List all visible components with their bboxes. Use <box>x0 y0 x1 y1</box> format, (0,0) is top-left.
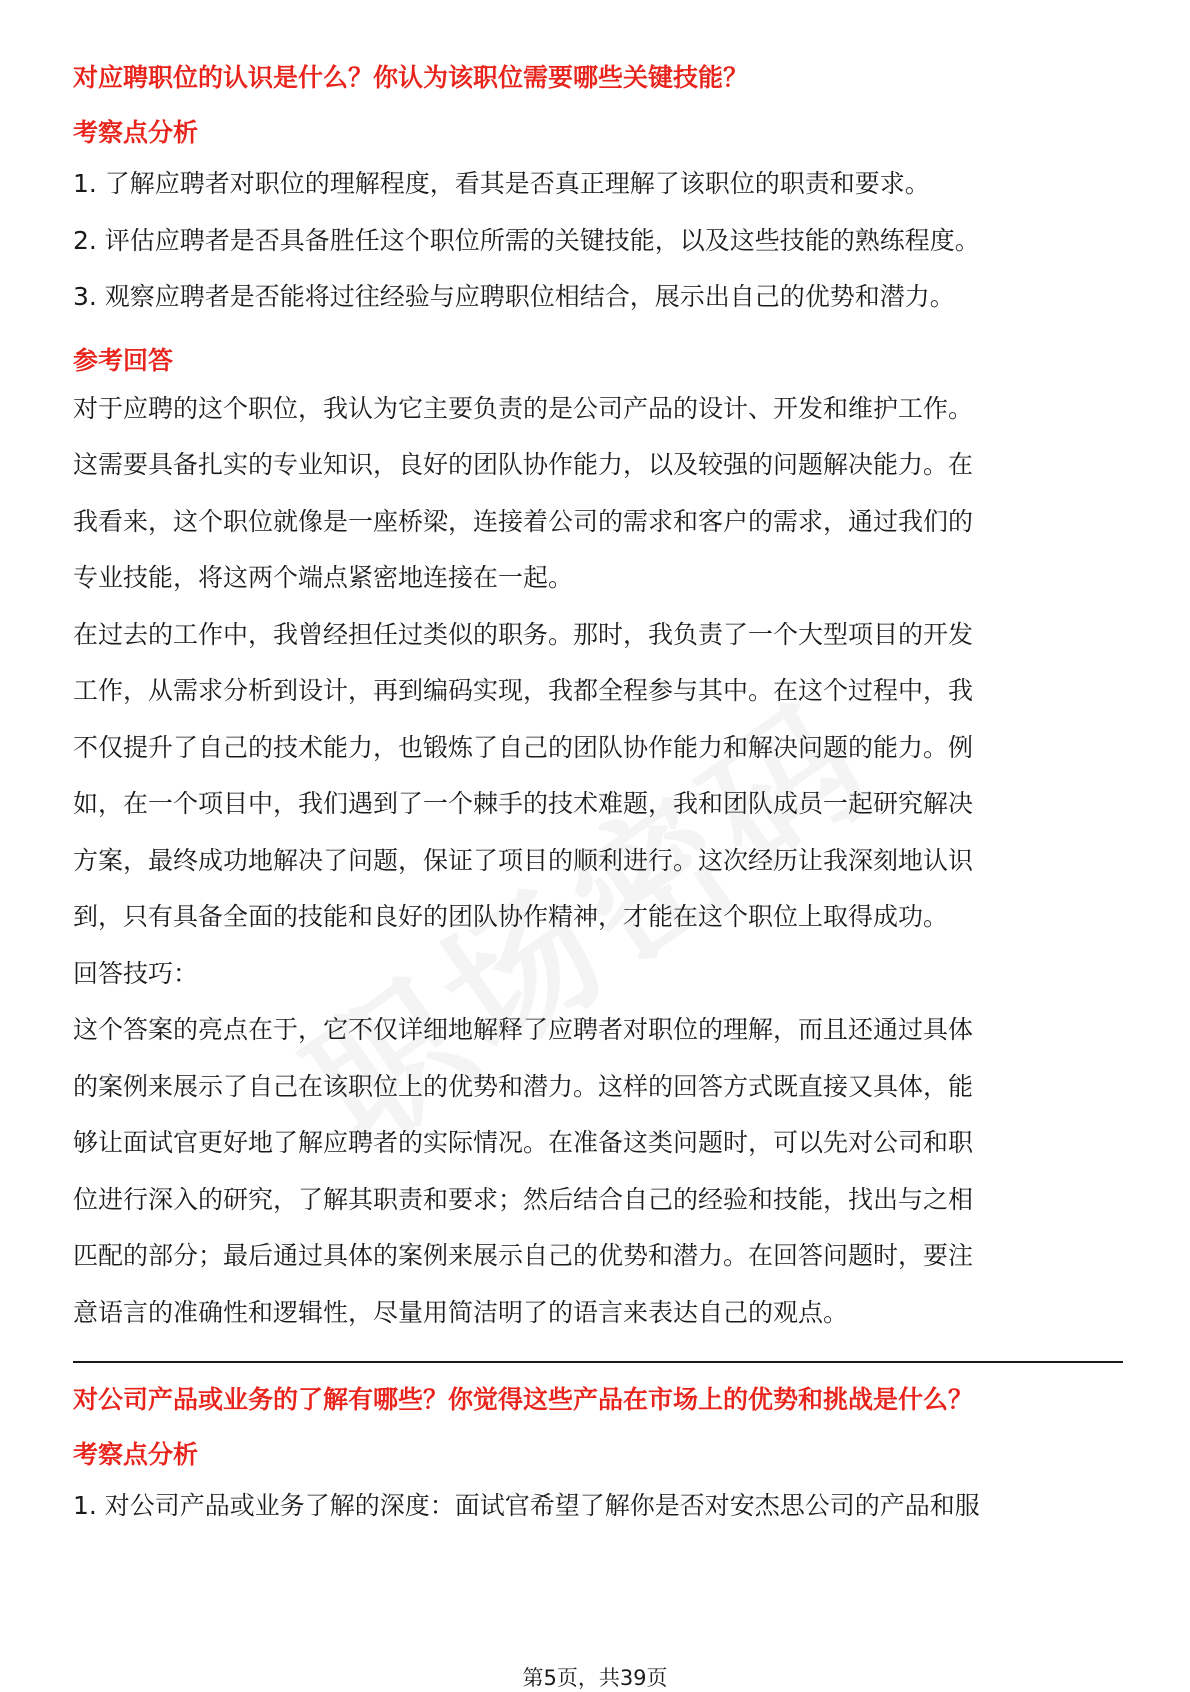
answer-line: 我看来，这个职位就像是一座桥梁，连接着公司的需求和客户的需求，通过我们的 <box>73 506 974 536</box>
answer-line: 对于应聘的这个职位，我认为它主要负责的是公司产品的设计、开发和维护工作。 <box>73 393 974 423</box>
answer-line: 够让面试官更好地了解应聘者的实际情况。在准备这类问题时，可以先对公司和职 <box>73 1128 974 1157</box>
answer-line: 匹配的部分；最后通过具体的案例来展示自己的优势和潜力。在回答问题时，要注 <box>73 1241 974 1270</box>
answer-line: 的案例来展示了自己在该职位上的优势和潜力。这样的回答方式既直接又具体，能 <box>73 1071 974 1101</box>
q2-analysis-heading: 考察点分析 <box>73 1440 199 1469</box>
q1-point-2: 2. 评估应聘者是否具备胜任这个职位所需的关键技能，以及这些技能的熟练程度。 <box>73 225 980 255</box>
q1-answer-heading: 参考回答 <box>73 345 174 375</box>
q2-point-1: 1. 对公司产品或业务了解的深度：面试官希望了解你是否对安杰思公司的产品和服 <box>73 1491 980 1520</box>
answer-line: 到，只有具备全面的技能和良好的团队协作精神，才能在这个职位上取得成功。 <box>73 902 949 931</box>
answer-line: 位进行深入的研究，了解其职责和要求；然后结合自己的经验和技能，找出与之相 <box>73 1184 974 1214</box>
answer-line: 意语言的准确性和逻辑性，尽量用简洁明了的语言来表达自己的观点。 <box>73 1297 849 1327</box>
q1-point-3: 3. 观察应聘者是否能将过往经验与应聘职位相结合，展示出自己的优势和潜力。 <box>73 282 955 311</box>
question-1-title: 对应聘职位的认识是什么？你认为该职位需要哪些关键技能？ <box>73 63 749 92</box>
section-divider <box>73 1361 1123 1363</box>
answer-line: 如，在一个项目中，我们遇到了一个棘手的技术难题，我和团队成员一起研究解决 <box>73 789 974 818</box>
answer-line: 工作，从需求分析到设计，再到编码实现，我都全程参与其中。在这个过程中，我 <box>73 676 974 705</box>
page-content <box>73 58 1123 1535</box>
question-2-title: 对公司产品或业务的了解有哪些？你觉得这些产品在市场上的优势和挑战是什么？ <box>73 1385 974 1414</box>
q1-answer-body <box>73 381 1123 1342</box>
answer-line: 这需要具备扎实的专业知识，良好的团队协作能力，以及较强的问题解决能力。在 <box>73 450 974 479</box>
answer-line: 不仅提升了自己的技术能力，也锻炼了自己的团队协作能力和解决问题的能力。例 <box>73 732 974 762</box>
answer-line: 这个答案的亮点在于，它不仅详细地解释了应聘者对职位的理解，而且还通过具体 <box>73 1015 974 1044</box>
answer-line: 方案，最终成功地解决了问题，保证了项目的顺利进行。这次经历让我深刻地认识 <box>73 845 974 875</box>
q1-analysis-heading: 考察点分析 <box>73 118 199 147</box>
answer-tips-label: 回答技巧： <box>73 958 199 988</box>
answer-line: 专业技能，将这两个端点紧密地连接在一起。 <box>73 563 574 592</box>
q1-analysis-points <box>73 156 1123 326</box>
q2-analysis-points <box>73 1478 1123 1535</box>
answer-line: 在过去的工作中，我曾经担任过类似的职务。那时，我负责了一个大型项目的开发 <box>73 619 974 649</box>
page-number: 第5页，共39页 <box>522 1666 668 1690</box>
q1-point-1: 1. 了解应聘者对职位的理解程度，看其是否真正理解了该职位的职责和要求。 <box>73 169 930 198</box>
